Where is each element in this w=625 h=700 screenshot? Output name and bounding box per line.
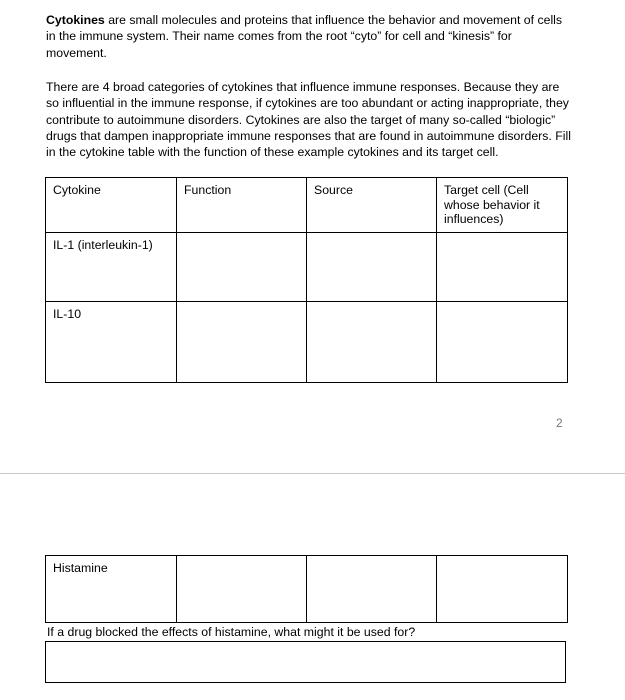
cell-function[interactable]: [177, 233, 307, 302]
table-header-row: [46, 178, 568, 233]
cell-source[interactable]: [307, 233, 437, 302]
page-number: 2: [556, 416, 563, 430]
cell-target[interactable]: [437, 556, 568, 623]
intro-paragraph-2: There are 4 broad categories of cytokines that influence immune responses. Because they are so influential in the immune response, if cytokines are too abundant or acting inappropriate, they contribute to autoimmune disorders. Cytokines are also the target of many so-called “biologic” drugs that dampen inappropriate immune responses that are found in autoimmune disorders. Fill in the cytokine table with the function of these example cytokines and its target cell.: [46, 80, 571, 160]
cytokines-term: Cytokines: [46, 13, 105, 27]
cell-target[interactable]: [437, 233, 568, 302]
header-target-cell: Target cell (Cell whose behavior it influences): [437, 178, 568, 233]
intro-paragraph-1: [46, 12, 574, 61]
table-row: [46, 233, 568, 302]
intro-paragraph-1-text: are small molecules and proteins that influence the behavior and movement of cells in the immune system. Their name comes from the root “cyto” for cell and “kinesis” for movement.: [46, 13, 563, 60]
cytokine-table-continued: [45, 555, 568, 623]
cell-cytokine: IL-10: [46, 302, 177, 383]
page-divider: [0, 473, 625, 474]
table-row: [46, 302, 568, 383]
cell-function[interactable]: [177, 556, 307, 623]
cell-cytokine: IL-1 (interleukin-1): [46, 233, 177, 302]
cytokine-table: [45, 177, 568, 383]
table-row: [46, 556, 568, 623]
header-cytokine: Cytokine: [46, 178, 177, 233]
header-source: Source: [307, 178, 437, 233]
answer-box[interactable]: [45, 641, 566, 683]
header-function: Function: [177, 178, 307, 233]
cell-source[interactable]: [307, 302, 437, 383]
cell-function[interactable]: [177, 302, 307, 383]
cell-source[interactable]: [307, 556, 437, 623]
cell-cytokine: Histamine: [46, 556, 177, 623]
cell-target[interactable]: [437, 302, 568, 383]
histamine-question: If a drug blocked the effects of histamine, what might it be used for?: [47, 625, 416, 639]
